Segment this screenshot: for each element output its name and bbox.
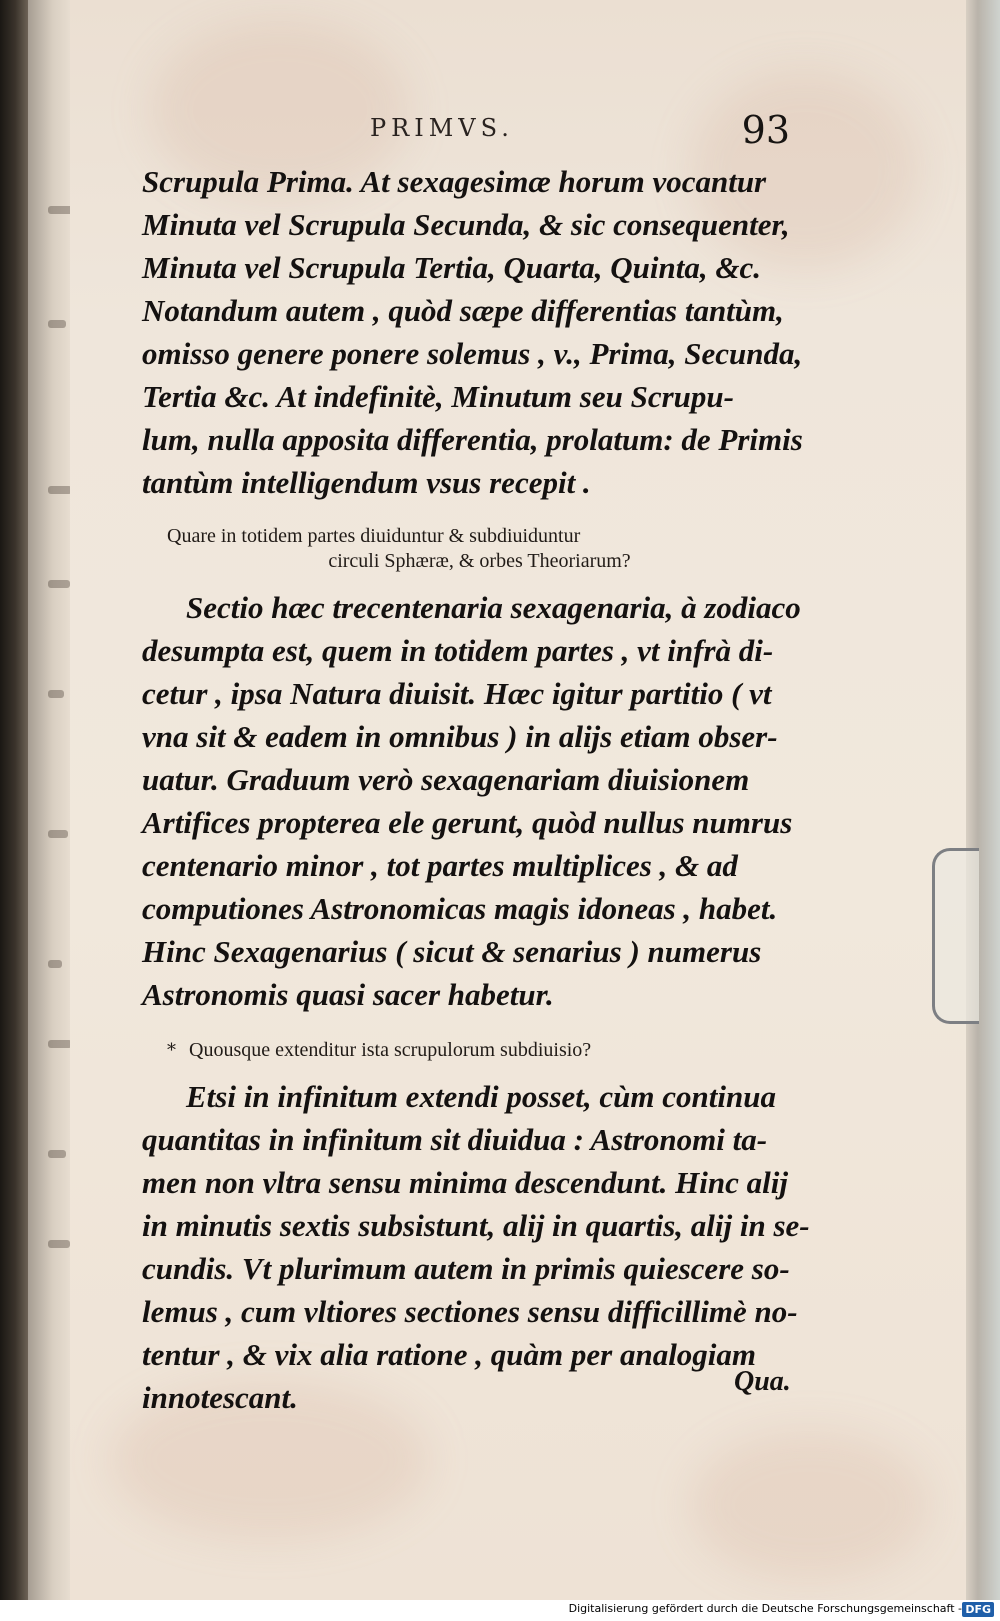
page-header bbox=[370, 110, 790, 160]
text-line: quantitas in infinitum sit diuidua : Astronomi ta- bbox=[142, 1122, 768, 1157]
running-head: PRIMVS. bbox=[370, 114, 514, 142]
ink-bleed-mark bbox=[48, 486, 72, 494]
text-line: men non vltra sensu minima descendunt. Hinc alij bbox=[142, 1165, 788, 1200]
ink-bleed-mark bbox=[48, 1240, 70, 1248]
question-line: Quousque extenditur ista scrupulorum subdiuisio? bbox=[189, 1039, 592, 1061]
ink-bleed-mark bbox=[48, 1040, 72, 1048]
book-gutter bbox=[0, 0, 28, 1600]
asterisk-marker: * bbox=[167, 1040, 176, 1061]
text-line: lum, nulla apposita differentia, prolatum: de Primis bbox=[142, 422, 803, 457]
bookmark-tab bbox=[932, 848, 979, 1024]
text-line: cundis. Vt plurimum autem in primis quiescere so- bbox=[142, 1251, 790, 1286]
paper-stain bbox=[690, 1430, 930, 1580]
text-line: Hinc Sexagenarius ( sicut & senarius ) numerus bbox=[142, 934, 762, 969]
text-line: innotescant. bbox=[142, 1380, 298, 1415]
text-line: omisso genere ponere solemus , v., Prima, Secunda, bbox=[142, 336, 803, 371]
text-line: Scrupula Prima. At sexagesimæ horum vocantur bbox=[142, 164, 767, 199]
page-number: 93 bbox=[741, 108, 790, 152]
question-heading-subdiuisio bbox=[167, 1038, 812, 1063]
text-line: lemus , cum vltiores sectiones sensu difficillimè no- bbox=[142, 1294, 798, 1329]
ink-bleed-mark bbox=[48, 830, 68, 838]
text-line: tentur , & vix alia ratione , quàm per analogiam bbox=[142, 1337, 757, 1372]
question-heading-partes bbox=[167, 524, 812, 574]
ink-bleed-mark bbox=[48, 1150, 66, 1158]
book-fore-edge bbox=[966, 0, 1000, 1600]
text-line: Sectio hæc trecentenaria sexagenaria, à zodiaco bbox=[186, 590, 801, 625]
text-line: vna sit & eadem in omnibus ) in alijs etiam obser- bbox=[142, 719, 778, 754]
dfg-logo: DFG bbox=[962, 1602, 994, 1617]
catchword: Qua. bbox=[734, 1366, 791, 1397]
text-line: Etsi in infinitum extendi posset, cùm continua bbox=[186, 1079, 776, 1114]
text-line: in minutis sextis subsistunt, alij in quartis, alij in se- bbox=[142, 1208, 810, 1243]
ink-bleed-mark bbox=[48, 580, 70, 588]
page-body bbox=[142, 160, 812, 1419]
text-line: cetur , ipsa Natura diuisit. Hæc igitur partitio ( vt bbox=[142, 676, 772, 711]
text-line: Astronomis quasi sacer habetur. bbox=[142, 977, 554, 1012]
funding-credit: Digitalisierung gefördert durch die Deutsche Forschungsgemeinschaft - bbox=[568, 1602, 962, 1615]
paragraph-etsi bbox=[142, 1075, 812, 1419]
book-page bbox=[70, 0, 966, 1600]
text-line: uatur. Graduum verò sexagenariam diuisionem bbox=[142, 762, 750, 797]
text-line: Notandum autem , quòd sæpe differentias tantùm, bbox=[142, 293, 784, 328]
text-line: tantùm intelligendum vsus recepit . bbox=[142, 465, 591, 500]
paragraph-scrupula bbox=[142, 160, 812, 504]
facing-page-edge bbox=[28, 0, 71, 1600]
ink-bleed-mark bbox=[48, 960, 62, 968]
ink-bleed-mark bbox=[48, 690, 64, 698]
text-line: centenario minor , tot partes multiplices , & ad bbox=[142, 848, 738, 883]
question-line: Quare in totidem partes diuiduntur & subdiuiduntur bbox=[167, 525, 581, 547]
paragraph-sectio bbox=[142, 586, 812, 1016]
text-line: desumpta est, quem in totidem partes , vt infrà di- bbox=[142, 633, 774, 668]
ink-bleed-mark bbox=[48, 320, 66, 328]
text-line: computiones Astronomicas magis idoneas , habet. bbox=[142, 891, 778, 926]
text-line: Minuta vel Scrupula Secunda, & sic consequenter, bbox=[142, 207, 790, 242]
text-line: Minuta vel Scrupula Tertia, Quarta, Quinta, &c. bbox=[142, 250, 761, 285]
digitization-footer bbox=[0, 1600, 1000, 1621]
text-line: Artifices propterea ele gerunt, quòd nullus numrus bbox=[142, 805, 793, 840]
question-line: circuli Sphæræ, & orbes Theoriarum? bbox=[328, 550, 631, 572]
text-line: Tertia &c. At indefinitè, Minutum seu Scrupu- bbox=[142, 379, 734, 414]
